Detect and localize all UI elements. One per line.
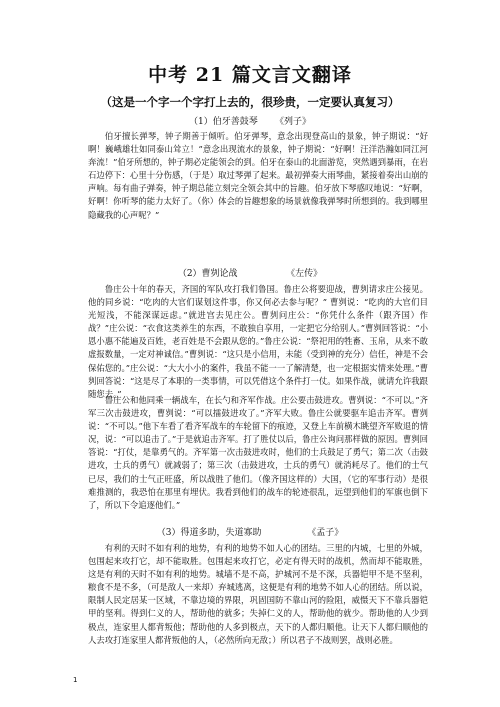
document-title: 中考 21 篇文言文翻译 [148,64,352,86]
section-heading-1: （1）伯牙善鼓琴 《列子》 [189,117,311,127]
section-1-paragraph-1: 伯牙擅长弹琴，钟子期善于倾听。伯牙弹琴，意念出现登高山的景象，钟子期说：“好啊！巍峨雄壮如同泰山耸立！”意念出现流水的景象，钟子期说：“好啊！汪洋浩瀚如同江河奔流！”伯牙所想的，钟子期必定能领会的到。伯牙在泰山的北面游览，突然遇到暴雨，在岩石边停下：心里十分伤感，（于是）取过琴弹了起来。最初弹奏大雨琴曲，紧接着奏出山崩的声响。每有曲子弹奏，钟子期总能立刻完全领会其中的旨趣。伯牙放下琴感叹地说：“好啊，好啊！你听琴的能力太好了。（你）体会的旨趣想象的场景就像我弹琴时所想到的。我到哪里隐藏我的心声呢？” [88,131,428,220]
section-heading-3: （3）得道多助，失道寡助 《孟子》 [156,528,344,538]
section-3-paragraph-1: 有利的天时不如有利的地势，有利的地势不如人心的团结。三里的内城，七里的外城，包围起来攻打它，却不能取胜。包围起来攻打它，必定有得天时的战机，然而却不能取胜，这是有利的天时不如有利的地势。城墙不是不高，护城河不是不深，兵器铠甲不是不坚利，粮食不是不多，（可是敌人一来却）弃城逃离，这便是有利的地势不如人心的团结。所以说，限制人民定居某一区域，不靠边境的界限，巩固国防不靠山河的险阻，威慑天下不靠兵器铠甲的坚利。得到仁义的人，帮助他的就多；失掉仁义的人，帮助他的就少。帮助他的人少到极点，连家里人都背叛他；帮助他的人多到极点，天下的人都归顺他。让天下人都归顺他的人去攻打连家里人都背叛他的人，（必然所向无敌；）所以君子不战则罢，战则必胜。 [88,543,428,645]
document-subtitle: （这是一个字一个字打上去的，很珍贵，一定要认真复习） [100,95,400,109]
section-heading-2: （2）曹刿论战 《左传》 [177,269,323,279]
section-2-paragraph-2: 鲁庄公和他同乘一辆战车，在长勺和齐军作战。庄公要击鼓进攻。曹刿说：“不可以。”齐军三次击鼓进攻，曹刿说：“可以擂鼓进攻了。”齐军大败。鲁庄公就要驱车追击齐军。曹刿说：“不可以。”他下车看了看齐军战车的车轮留下的痕迹，又登上车前横木眺望齐军败退的情况，说：“可以追击了。”于是就追击齐军。打了胜仗以后，鲁庄公询问那样做的原因。曹刿回答说：“打仗，是靠勇气的。齐军第一次击鼓进攻时，他们的士兵鼓足了勇气；第二次（击鼓进攻，士兵的勇气）就减弱了；第三次（击鼓进攻，士兵的勇气）就消耗尽了。他们的士气已尽，我们的士气正旺盛，所以战胜了他们。（像齐国这样的）大国，（它的军事行动）是很难推测的，我恐怕在那里有埋伏。我看到他们的战车的轮迹很乱，远望到他们的军旗也倒下了，所以下令追逐他们。” [88,395,428,510]
section-2-paragraph-1: 鲁庄公十年的春天，齐国的军队攻打我们鲁国。鲁庄公将要迎战，曹刿请求庄公接见。他的同乡说：“吃肉的大官们谋划这件事，你又何必去参与呢？” 曹刿说：“吃肉的大官们目光短浅，不能深谋远虑。”就进宫去见庄公。曹刿问庄公：“你凭什么条件（跟齐国）作战？”庄公说：“衣食这类养生的东西，不敢独自享用，一定把它分给别人。”曹刿回答说：“小恩小惠不能遍及百姓，老百姓是不会跟从您的。”鲁庄公说：“祭祀用的牲畜、玉帛，从来不敢虚报数量，一定对神诚信。”曹刿说：“这只是小信用，未能（受到神的充分）信任，神是不会保佑您的。”庄公说：“大大小小的案件，我虽不能一一了解清楚，也一定根据实情来处理。”曹刿回答说：“这是尽了本职的一类事情，可以凭借这个条件打一仗。如果作战，就请允许我跟随您去。” [88,284,428,399]
page-number: 1 [73,676,78,684]
